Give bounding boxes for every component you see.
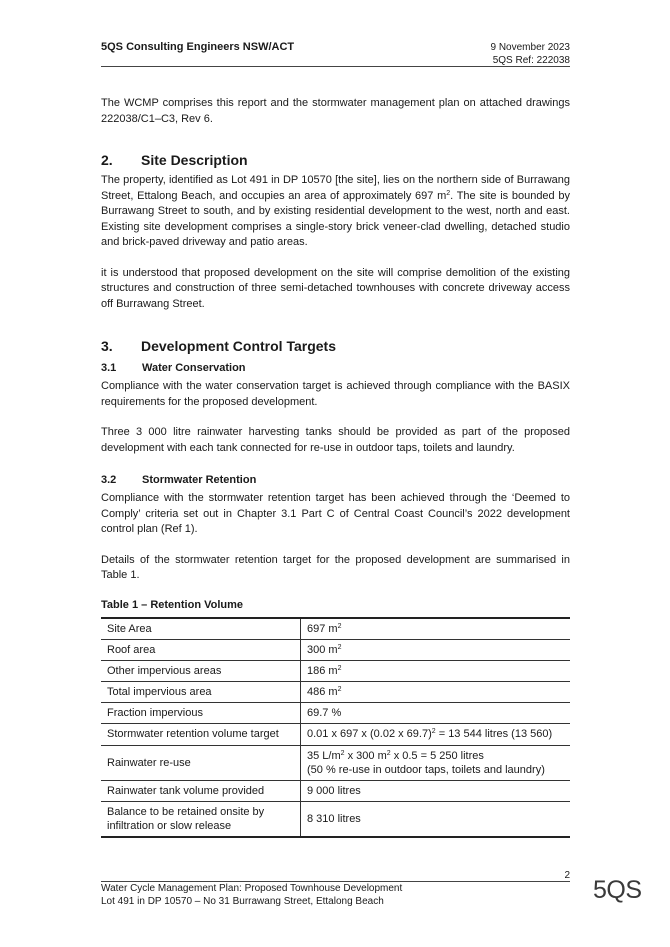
row-label: Total impervious area <box>101 681 301 702</box>
table-row <box>101 618 570 640</box>
water-conservation-paragraph-1: Compliance with the water conservation target is achieved through compliance with the BASIX requirements for the proposed development. <box>101 380 570 408</box>
rain-reuse-calculation: 35 $L/m^2$ x 300 $m^2$ x 0.5 = 5 250 litres <box>307 749 484 762</box>
row-label: Rainwater tank volume provided <box>101 780 301 801</box>
row-label: Balance to be retained onsite by infiltration or slow release <box>101 801 301 837</box>
header-company: 5QS Consulting Engineers NSW/ACT <box>101 41 295 53</box>
row-value: 697 $m^2$ <box>301 618 571 640</box>
site-description-paragraph-2: it is understood that proposed development on the site will comprise demolition of the existing structures and construction of three semi-detached townhouses with concrete driveway access off Burrawang Street. <box>101 266 570 310</box>
table-caption: Table 1 – Retention Volume <box>101 598 244 611</box>
stormwater-retention-paragraph-2: Details of the stormwater retention target for the proposed development are summarised in Table 1. <box>101 553 570 581</box>
stormwater-retention-paragraph-1: Compliance with the stormwater retention target has been achieved through the ‘Deemed to Comply’ criteria set out in Chapter 3.1 Part C of Central Coast Council’s 2022 development control plan (Ref 1). <box>101 492 570 535</box>
retention-volume-table <box>101 617 570 838</box>
section-3-1-heading <box>101 362 570 374</box>
table-row <box>101 681 570 702</box>
footer-divider <box>101 881 570 882</box>
table-row <box>101 660 570 681</box>
page-number: 2 <box>564 870 570 881</box>
water-conservation-paragraph-2: Three 3 000 litre rainwater harvesting tanks should be provided as part of the proposed development with each tank connected for re-use in outdoor taps, toilets and laundry. <box>101 426 570 454</box>
intro-paragraph: The WCMP comprises this report and the stormwater management plan on attached drawings 222038/C1–C3, Rev 6. <box>101 97 570 125</box>
table-row <box>101 801 570 837</box>
row-value: 186 $m^2$ <box>301 660 571 681</box>
section-3-1-title: Water Conservation <box>142 362 246 374</box>
rain-reuse-note: (50 % re-use in outdoor taps, toilets and laundry) <box>307 763 545 776</box>
row-value: 486 $m^2$ <box>301 681 571 702</box>
document-body <box>101 96 570 838</box>
section-3-2-title: Stormwater Retention <box>142 474 257 486</box>
section-3-2-number: 3.2 <box>101 474 117 486</box>
row-value <box>301 745 571 780</box>
section-2-heading <box>101 152 570 168</box>
footer-line-2: Lot 491 in DP 10570 – No 31 Burrawang Street, Ettalong Beach <box>101 895 384 907</box>
row-value: 9 000 litres <box>301 780 571 801</box>
section-3-number: 3. <box>101 338 113 354</box>
row-label: Fraction impervious <box>101 702 301 723</box>
section-3-2-heading <box>101 474 570 486</box>
site-description-paragraph-1: The property, identified as Lot 491 in DP 10570 [the site], lies on the northern side of Burrawang Street, Ettalong Beach, and occupies an area of approximately 697 $m^2$. The site is bounded by Burrawang Street to south, and by existing residential development to the west, north and east. Existing site development comprises a single-story brick veneer-clad dwelling, detached studio and brick-paved driveway and patio areas. <box>101 174 570 248</box>
header-ref: 5QS Ref: 222038 <box>492 55 570 66</box>
row-label: Other impervious areas <box>101 660 301 681</box>
row-value: 8 310 litres <box>307 812 361 825</box>
row-value: 300 $m^2$ <box>301 639 571 660</box>
table-row <box>101 702 570 723</box>
header-date: 9 November 2023 <box>490 42 570 53</box>
table-row <box>101 780 570 801</box>
company-logo: 5QS <box>593 876 642 904</box>
section-3-title: Development Control Targets <box>141 338 336 354</box>
table-row <box>101 723 570 745</box>
section-2-title: Site Description <box>141 152 248 168</box>
row-value: 69.7 % <box>301 702 571 723</box>
page-footer <box>101 883 402 908</box>
section-3-heading <box>101 338 570 354</box>
row-value: 0.01 x 697 x (0.02 x 69.7)$^2$ = 13 544 litres (13 560) <box>301 723 571 745</box>
section-3-1-number: 3.1 <box>101 362 117 374</box>
table-row <box>101 745 570 780</box>
page-header <box>101 40 570 67</box>
row-label: Stormwater retention volume target <box>101 723 301 745</box>
header-meta <box>491 41 571 67</box>
section-2-number: 2. <box>101 152 113 168</box>
row-label: Site Area <box>101 618 301 640</box>
footer-line-1: Water Cycle Management Plan: Proposed Townhouse Development <box>101 883 403 894</box>
row-label: Rainwater re-use <box>101 745 301 780</box>
table-row <box>101 639 570 660</box>
row-label: Roof area <box>101 639 301 660</box>
